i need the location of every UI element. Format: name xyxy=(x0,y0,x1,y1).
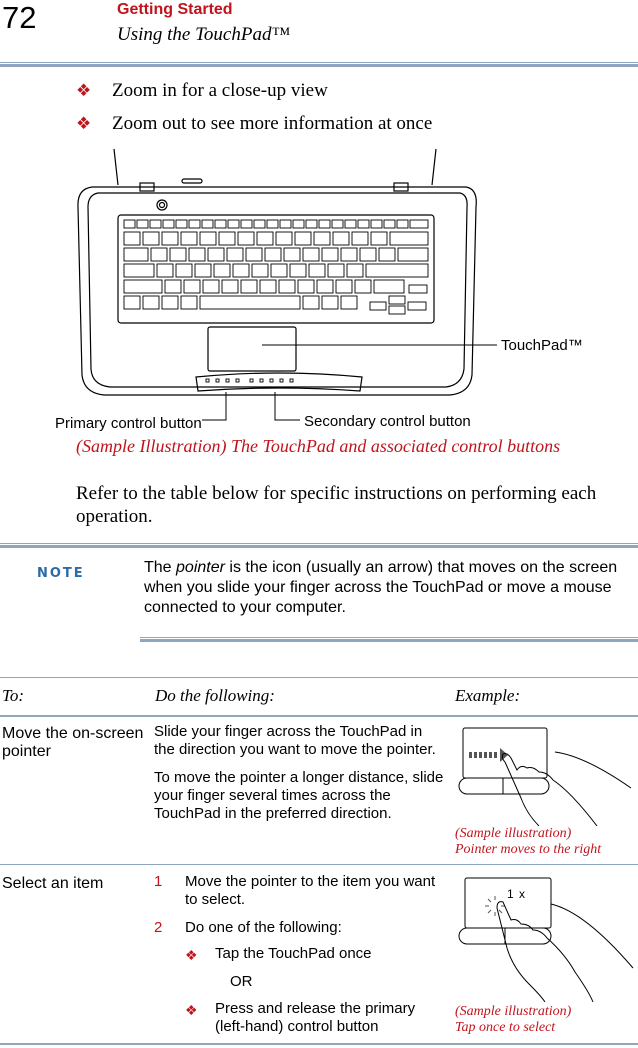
note-top-rule xyxy=(0,543,638,548)
note-text xyxy=(144,558,634,618)
table-row-to: Select an item xyxy=(2,875,104,892)
diamond-bullet-icon: ❖ xyxy=(185,947,198,963)
step-text: Move the pointer to the item you want to select. xyxy=(185,873,436,908)
page-number: 72 xyxy=(2,0,37,35)
tap-illustration xyxy=(455,872,635,1002)
example-caption-line: (Sample illustration) xyxy=(455,1004,572,1019)
example-caption-line: Tap once to select xyxy=(455,1020,556,1035)
column-header-example: Example: xyxy=(455,686,521,705)
table-row-rule xyxy=(0,864,638,865)
example-caption-line: (Sample illustration) xyxy=(455,826,572,841)
table-row-paragraph: To move the pointer a longer distance, slide your finger several times across the TouchPad in the preferred direction. xyxy=(154,769,444,822)
subsection-title: Using the TouchPad™ xyxy=(117,24,291,45)
bullet-text: Zoom in for a close-up view xyxy=(112,80,328,101)
note-bottom-rule xyxy=(140,637,638,642)
callout-leader-lines xyxy=(0,0,638,440)
column-header-to: To: xyxy=(2,686,25,705)
bullet-text: Zoom out to see more information at once xyxy=(112,113,433,134)
or-text: OR xyxy=(230,973,253,990)
sub-item-text: Press and release the primary (left-hand) control button xyxy=(215,1000,416,1035)
example-caption-line: Pointer moves to the right xyxy=(455,842,602,857)
primary-control-callout: Primary control button xyxy=(55,415,202,432)
table-row-to: Move the on-screen pointer xyxy=(2,725,144,760)
table-top-rule xyxy=(0,677,638,678)
table-header-rule xyxy=(0,715,638,717)
note-text-before: The xyxy=(144,559,172,576)
step-number: 2 xyxy=(154,919,163,936)
note-term: pointer xyxy=(176,559,225,576)
note-text-after: is the icon (usually an arrow) that moves on the screen when you slide your finger across the TouchPad or move a mouse connected to your computer. xyxy=(144,559,618,616)
intro-paragraph: Refer to the table below for specific instructions on performing each operation. xyxy=(76,483,597,527)
note-label: NOTE xyxy=(37,566,85,581)
diamond-bullet-icon: ❖ xyxy=(76,81,92,100)
diamond-bullet-icon: ❖ xyxy=(76,114,92,133)
touchpad-callout: TouchPad™ xyxy=(501,337,583,354)
column-header-do: Do the following: xyxy=(155,686,275,705)
pointer-move-illustration xyxy=(455,722,635,826)
step-text: Do one of the following: xyxy=(185,919,342,936)
sub-item-text: Tap the TouchPad once xyxy=(215,945,372,962)
table-row-paragraph: Slide your finger across the TouchPad in the direction you want to move the pointer. xyxy=(154,723,436,758)
figure-caption: (Sample Illustration) The TouchPad and associated control buttons xyxy=(76,436,561,456)
table-bottom-rule xyxy=(0,1043,638,1045)
tap-count-label: 1 x xyxy=(507,887,527,901)
secondary-control-callout: Secondary control button xyxy=(304,413,471,430)
diamond-bullet-icon: ❖ xyxy=(185,1002,198,1018)
section-title: Getting Started xyxy=(117,1,233,18)
step-number: 1 xyxy=(154,873,163,890)
